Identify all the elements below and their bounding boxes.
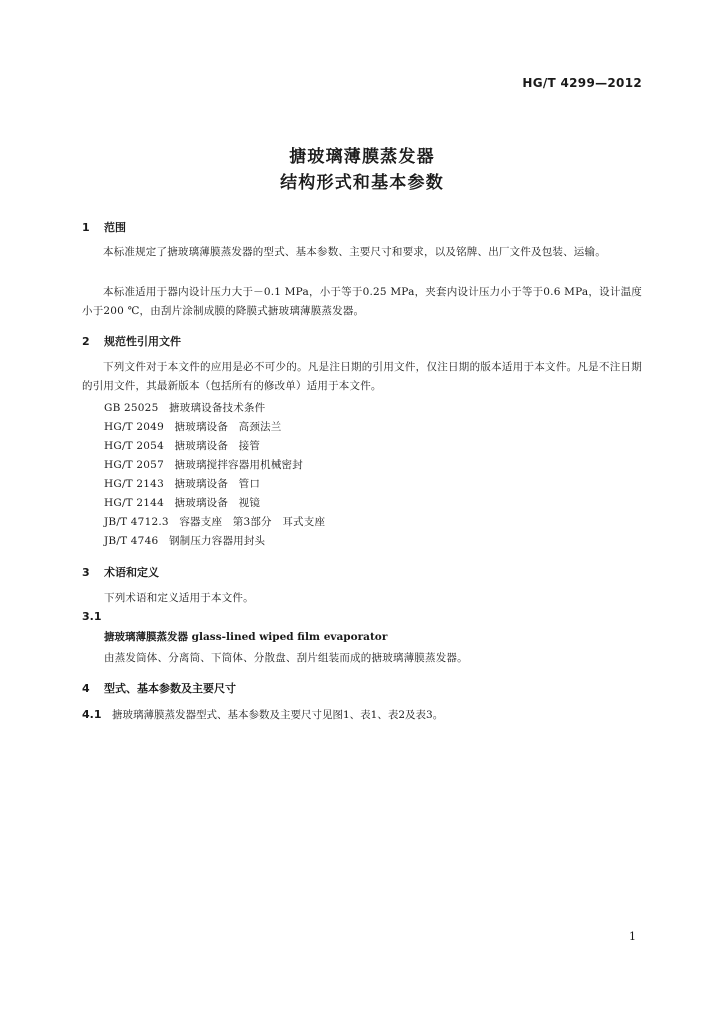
section-number: 4 — [82, 682, 90, 695]
term-chinese: 搪玻璃薄膜蒸发器 — [104, 631, 188, 643]
reference-item: JB/T 4746 钢制压力容器用封头 — [104, 535, 266, 547]
section-number: 1 — [82, 221, 90, 234]
clause-text: 搪玻璃薄膜蒸发器型式、基本参数及主要尺寸见图1、表1、表2及表3。 — [112, 709, 444, 721]
section-heading-scope — [82, 219, 126, 235]
section-title: 规范性引用文件 — [104, 335, 181, 348]
reference-item: HG/T 2049 搪玻璃设备 高颈法兰 — [104, 421, 282, 433]
reference-item: HG/T 2143 搪玻璃设备 管口 — [104, 478, 261, 490]
reference-item: GB 25025 搪玻璃设备技术条件 — [104, 402, 266, 414]
scope-paragraph-1: 本标准规定了搪玻璃薄膜蒸发器的型式、基本参数、主要尺寸和要求，以及铭牌、出厂文件及包装、运输。 — [103, 246, 606, 258]
section-heading-normative-references — [82, 333, 181, 349]
section-heading-terms-definitions — [82, 564, 159, 580]
section-number: 2 — [82, 335, 90, 348]
section-heading-type-parameters — [82, 680, 236, 696]
term-number-text: 3.1 — [82, 610, 102, 623]
clause-number: 4.1 — [82, 708, 102, 721]
section-title: 术语和定义 — [104, 566, 159, 579]
document-title-line2: 结构形式和基本参数 — [280, 173, 444, 193]
page-number: 1 — [629, 930, 636, 943]
section-title: 范围 — [104, 221, 126, 234]
reference-item: JB/T 4712.3 容器支座 第3部分 耳式支座 — [104, 516, 326, 528]
term-english: glass-lined wiped film evaporator — [191, 631, 388, 643]
reference-item: HG/T 2144 搪玻璃设备 视镜 — [104, 497, 261, 509]
standard-code: HG/T 4299—2012 — [522, 76, 642, 90]
scope-paragraph-2: 本标准适用于器内设计压力大于－0.1 MPa，小于等于0.25 MPa，夹套内设计压力小于等于0.6 MPa，设计温度小于200 ℃，由刮片涂制成膜的降膜式搪玻璃薄膜蒸发器。 — [82, 286, 642, 317]
references-intro-paragraph: 下列文件对于本文件的应用是必不可少的。凡是注日期的引用文件，仅注日期的版本适用于本文件。凡是不注日期的引用文件，其最新版本（包括所有的修改单）适用于本文件。 — [82, 361, 642, 392]
document-title-line1: 搪玻璃薄膜蒸发器 — [289, 147, 435, 167]
term-number — [82, 610, 102, 623]
term-entry — [104, 629, 387, 644]
section-title: 型式、基本参数及主要尺寸 — [104, 682, 236, 695]
reference-item: HG/T 2057 搪玻璃搅拌容器用机械密封 — [104, 459, 303, 471]
clause-4-1 — [82, 707, 443, 722]
reference-item: HG/T 2054 搪玻璃设备 接管 — [104, 440, 261, 452]
term-definition: 由蒸发筒体、分离筒、下筒体、分散盘、刮片组装而成的搪玻璃薄膜蒸发器。 — [104, 652, 468, 664]
section-number: 3 — [82, 566, 90, 579]
terms-intro-paragraph: 下列术语和定义适用于本文件。 — [104, 592, 254, 604]
